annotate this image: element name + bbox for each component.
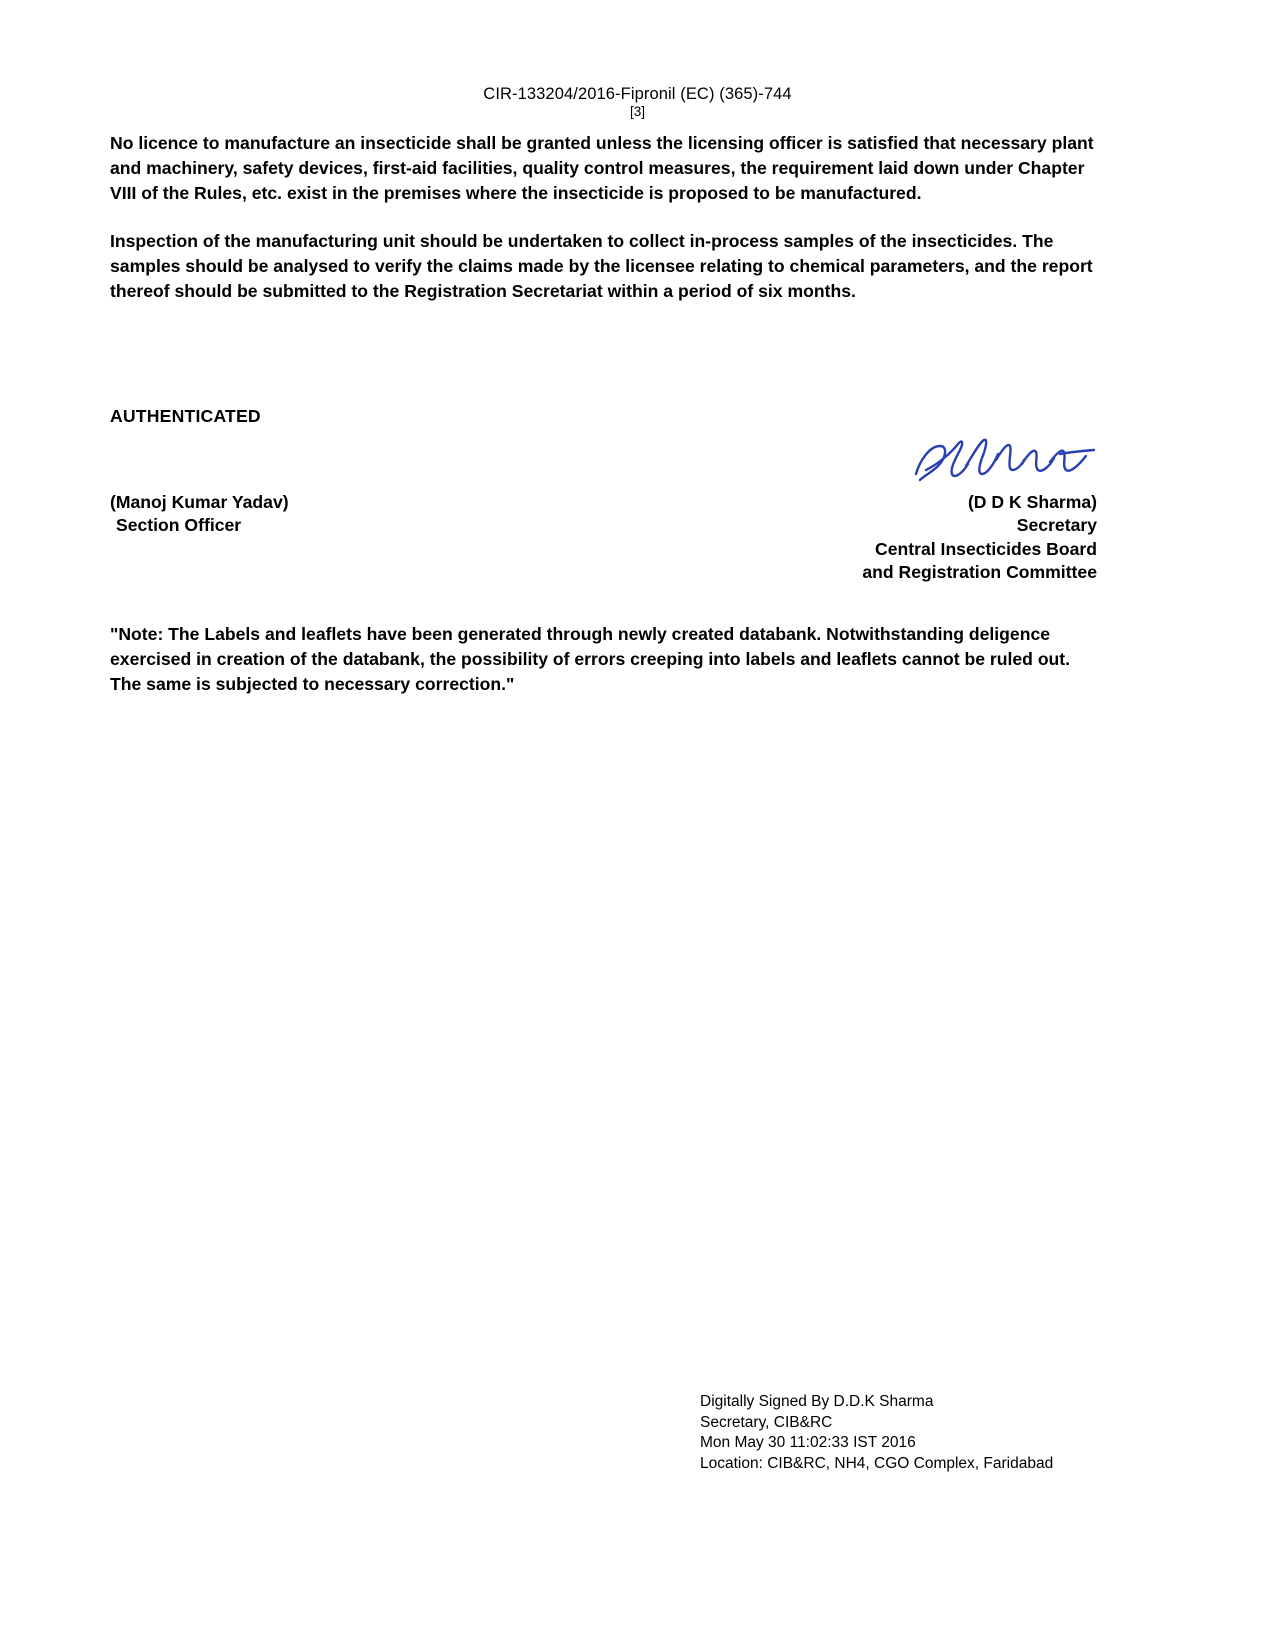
handwritten-signature-icon xyxy=(910,430,1100,492)
document-reference-header: CIR-133204/2016-Fipronil (EC) (365)-744 xyxy=(483,85,792,103)
digital-signature-signer: Digitally Signed By D.D.K Sharma xyxy=(700,1393,934,1410)
authenticated-label: AUTHENTICATED xyxy=(110,406,261,426)
signatory-right-name: (D D K Sharma) xyxy=(967,492,1097,512)
paragraph-inspection-requirements: Inspection of the manufacturing unit should be undertaken to collect in-process samples of the insecticides. The samples should be analysed to verify the claims made by the licensee relating to chemical parameters, and the report thereof should be submitted to the Registration Secretariat within a period of six months. xyxy=(110,231,1093,301)
digital-signature-designation: Secretary, CIB&RC xyxy=(700,1413,833,1431)
signatory-block-right xyxy=(862,491,1097,585)
digital-signature-stamp xyxy=(700,1392,1053,1474)
signatory-right-organisation-line2: and Registration Committee xyxy=(862,562,1097,583)
disclaimer-note: "Note: The Labels and leaflets have been generated through newly created databank. Notwithstanding deligence exercised in creation of the databank, the possibility of errors creeping into labels and leaflets cannot be ruled out. The same is subjected to necessary correction." xyxy=(110,624,1071,694)
signatory-right-designation: Secretary xyxy=(1016,515,1097,536)
signatory-block-left xyxy=(110,491,289,538)
signatory-left-designation: Section Officer xyxy=(116,515,242,536)
signatory-right-organisation-line1: Central Insecticides Board xyxy=(875,538,1097,559)
signatory-left-name: (Manoj Kumar Yadav) xyxy=(110,492,289,512)
page-number-marker: [3] xyxy=(629,104,645,119)
digital-signature-location: Location: CIB&RC, NH4, CGO Complex, Faridabad xyxy=(700,1454,1054,1472)
digital-signature-timestamp: Mon May 30 11:02:33 IST 2016 xyxy=(700,1434,916,1452)
paragraph-licence-conditions: No licence to manufacture an insecticide shall be granted unless the licensing officer is satisfied that necessary plant and machinery, safety devices, first-aid facilities, quality control measures, the requirement laid down under Chapter VIII of the Rules, etc. exist in the premises where the insecticide is proposed to be manufactured. xyxy=(110,133,1094,203)
